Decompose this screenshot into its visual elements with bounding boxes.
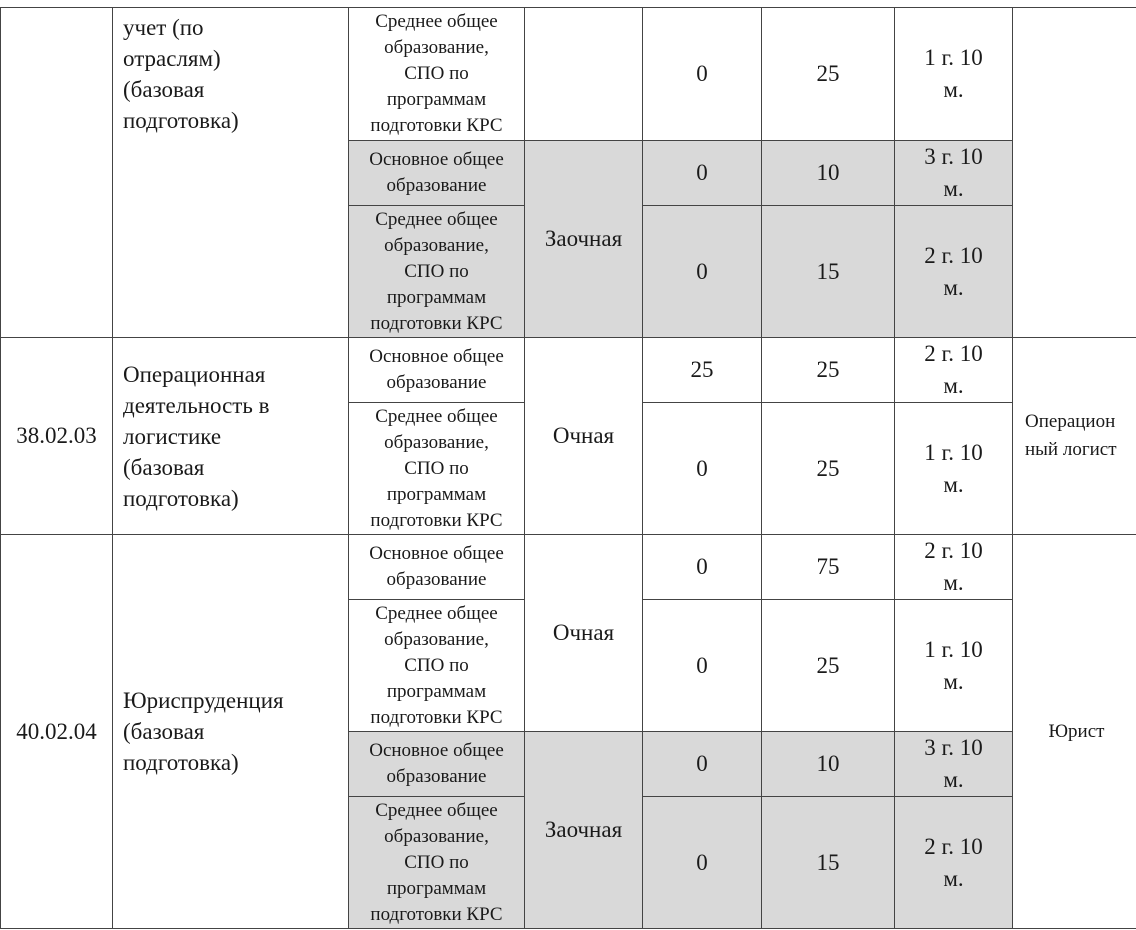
education-cell: Основное общее образование — [349, 141, 525, 206]
education-cell: Среднее общее образование, СПО по программам подготовки КРС — [349, 403, 525, 535]
budget-places-cell: 0 — [643, 8, 762, 141]
budget-places-cell: 0 — [643, 797, 762, 929]
budget-places-cell: 0 — [643, 732, 762, 797]
budget-places-cell: 0 — [643, 206, 762, 338]
education-cell: Основное общее образование — [349, 732, 525, 797]
table-row — [1, 338, 1136, 403]
education-cell: Основное общее образование — [349, 338, 525, 403]
code-cell: 40.02.04 — [1, 535, 113, 929]
paid-places-cell: 10 — [762, 732, 895, 797]
budget-places-cell: 0 — [643, 141, 762, 206]
duration-cell: 1 г. 10 м. — [895, 403, 1013, 535]
paid-places-cell: 10 — [762, 141, 895, 206]
budget-places-cell: 0 — [643, 535, 762, 600]
education-cell: Среднее общее образование, СПО по программам подготовки КРС — [349, 600, 525, 732]
specialty-cell: Операционная деятельность в логистике (базовая подготовка) — [113, 338, 349, 535]
budget-places-cell: 25 — [643, 338, 762, 403]
budget-places-cell: 0 — [643, 600, 762, 732]
table-row — [1, 535, 1136, 600]
paid-places-cell: 25 — [762, 338, 895, 403]
form-cell: Заочная — [525, 141, 643, 338]
paid-places-cell: 15 — [762, 206, 895, 338]
education-cell: Основное общее образование — [349, 535, 525, 600]
code-cell — [1, 8, 113, 338]
table-row — [1, 8, 1136, 141]
paid-places-cell: 75 — [762, 535, 895, 600]
qualification-cell: Юрист — [1013, 535, 1136, 929]
code-cell: 38.02.03 — [1, 338, 113, 535]
qualification-cell — [1013, 8, 1136, 338]
duration-cell: 2 г. 10 м. — [895, 535, 1013, 600]
specialty-cell: Юриспруденция (базовая подготовка) — [113, 535, 349, 929]
paid-places-cell: 25 — [762, 600, 895, 732]
duration-cell: 2 г. 10 м. — [895, 338, 1013, 403]
admission-table — [0, 7, 1136, 929]
education-cell: Среднее общее образование, СПО по программам подготовки КРС — [349, 797, 525, 929]
paid-places-cell: 15 — [762, 797, 895, 929]
form-cell: Заочная — [525, 732, 643, 929]
duration-cell: 3 г. 10 м. — [895, 732, 1013, 797]
education-cell: Среднее общее образование, СПО по программам подготовки КРС — [349, 8, 525, 141]
form-cell — [525, 8, 643, 141]
budget-places-cell: 0 — [643, 403, 762, 535]
duration-cell: 2 г. 10 м. — [895, 206, 1013, 338]
paid-places-cell: 25 — [762, 403, 895, 535]
form-cell: Очная — [525, 338, 643, 535]
duration-cell: 1 г. 10 м. — [895, 8, 1013, 141]
duration-cell: 2 г. 10 м. — [895, 797, 1013, 929]
paid-places-cell: 25 — [762, 8, 895, 141]
specialty-cell: учет (по отраслям) (базовая подготовка) — [113, 8, 349, 338]
duration-cell: 1 г. 10 м. — [895, 600, 1013, 732]
duration-cell: 3 г. 10 м. — [895, 141, 1013, 206]
qualification-cell: Операцион ный логист — [1013, 338, 1136, 535]
education-cell: Среднее общее образование, СПО по программам подготовки КРС — [349, 206, 525, 338]
form-cell: Очная — [525, 535, 643, 732]
